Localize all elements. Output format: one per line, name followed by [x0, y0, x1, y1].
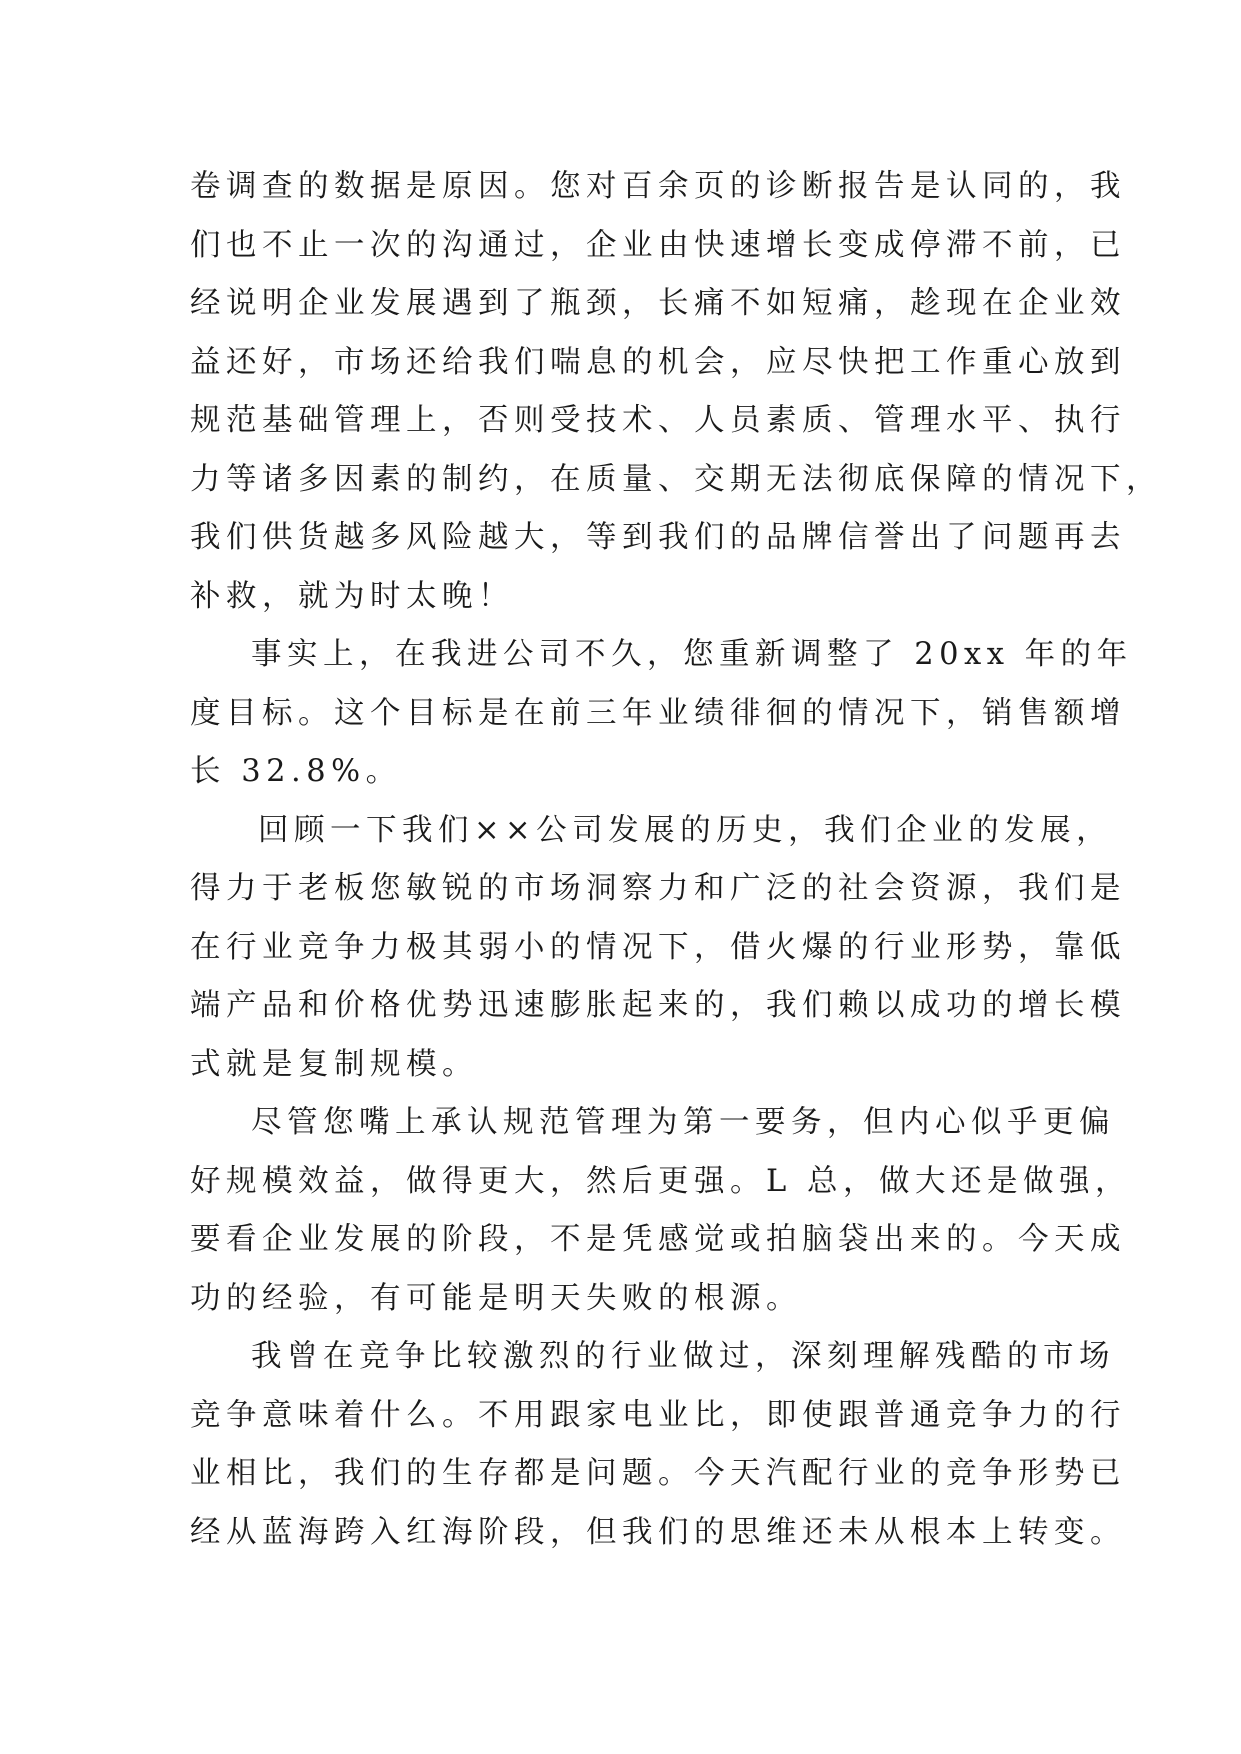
text-line: 经从蓝海跨入红海阶段，但我们的思维还未从根本上转变。 — [190, 1514, 1126, 1550]
text-line: 力等诸多因素的制约，在质量、交期无法彻底保障的情况下， — [190, 461, 1162, 497]
text-line: 好规模效益，做得更大，然后更强。L 总，做大还是做强， — [190, 1163, 1131, 1199]
text-line: 业相比，我们的生存都是问题。今天汽配行业的竞争形势已 — [190, 1456, 1126, 1491]
paragraph-start-line: 我曾在竞争比较激烈的行业做过，深刻理解残酷的市场 — [251, 1339, 1115, 1374]
text-line: 们也不止一次的沟通过，企业由快速增长变成停滞不前，已 — [190, 227, 1126, 263]
text-line: 得力于老板您敏锐的市场洞察力和广泛的社会资源，我们是 — [190, 871, 1126, 906]
text-line: 长 32.8%。 — [190, 754, 402, 789]
paragraph-start-line: 事实上，在我进公司不久，您重新调整了 20xx 年的年 — [251, 637, 1133, 672]
text-line: 竞争意味着什么。不用跟家电业比，即使跟普通竞争力的行 — [190, 1397, 1126, 1433]
paragraph-start-line: 尽管您嘴上承认规范管理为第一要务，但内心似乎更偏 — [251, 1105, 1115, 1140]
text-line: 经说明企业发展遇到了瓶颈，长痛不如短痛，趁现在企业效 — [190, 286, 1126, 321]
text-line: 要看企业发展的阶段，不是凭感觉或拍脑袋出来的。今天成 — [190, 1222, 1126, 1257]
text-line: 补救，就为时太晚！ — [190, 578, 514, 614]
text-line: 端产品和价格优势迅速膨胀起来的，我们赖以成功的增长模 — [190, 988, 1126, 1023]
text-line: 卷调查的数据是原因。您对百余页的诊断报告是认同的，我 — [190, 169, 1126, 204]
text-line: 规范基础管理上，否则受技术、人员素质、管理水平、执行 — [190, 403, 1126, 438]
text-line: 在行业竞争力极其弱小的情况下，借火爆的行业形势，靠低 — [190, 929, 1126, 965]
paragraph-start-line: 回顾一下我们××公司发展的历史，我们企业的发展， — [258, 812, 1113, 848]
text-line: 功的经验，有可能是明天失败的根源。 — [190, 1280, 802, 1316]
text-line: 益还好，市场还给我们喘息的机会，应尽快把工作重心放到 — [190, 344, 1126, 380]
text-line: 我们供货越多风险越大，等到我们的品牌信誉出了问题再去 — [190, 520, 1126, 555]
document-body — [190, 158, 1162, 1562]
text-line: 式就是复制规模。 — [190, 1046, 478, 1082]
text-line: 度目标。这个目标是在前三年业绩徘徊的情况下，销售额增 — [190, 695, 1126, 731]
